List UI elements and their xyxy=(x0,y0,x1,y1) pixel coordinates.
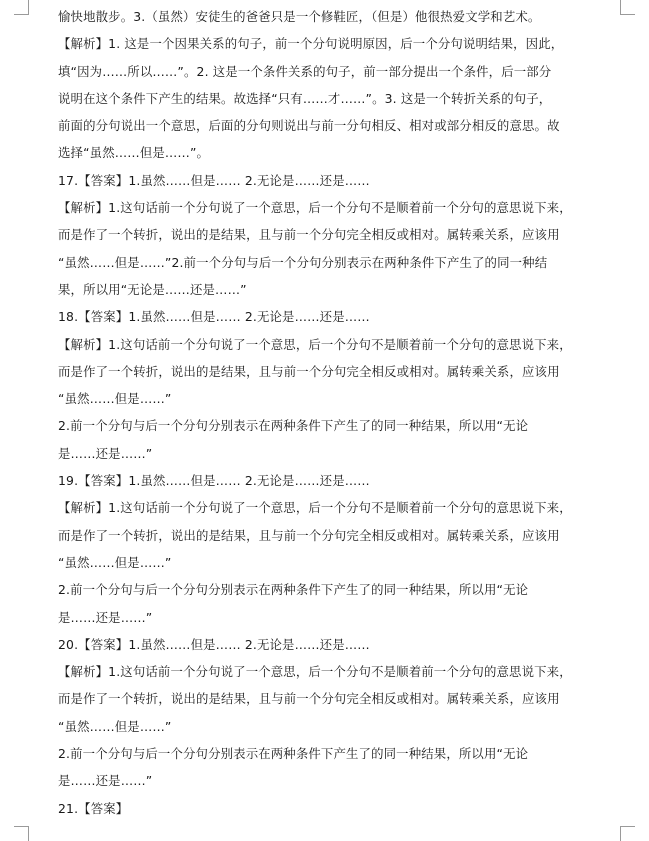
page-corner-mark-bottom-right xyxy=(620,826,635,841)
text-line: 【解析】1.这句话前一个分句说了一个意思，后一个分句不是顺着前一个分句的意思说下来， xyxy=(58,336,572,352)
page-corner-mark-bottom-left xyxy=(14,826,29,841)
text-line: “虽然……但是……”2.前一个分句与后一个分句分别表示在两种条件下产生了的同一种结 xyxy=(58,254,548,270)
text-line: 【解析】1.这句话前一个分句说了一个意思，后一个分句不是顺着前一个分句的意思说下来， xyxy=(58,664,572,680)
text-line: 2.前一个分句与后一个分句分别表示在两种条件下产生了的同一种结果，所以用“无论 xyxy=(58,418,529,434)
page-corner-mark-top-left xyxy=(14,0,29,15)
answer-heading-21: 21.【答案】 xyxy=(58,800,129,816)
text-line: 而是作了一个转折，说出的是结果，且与前一个分句完全相反或相对。属转乘关系，应该用 xyxy=(58,363,560,379)
text-line: “虽然……但是……” xyxy=(58,391,172,407)
text-line: 2.前一个分句与后一个分句分别表示在两种条件下产生了的同一种结果，所以用“无论 xyxy=(58,746,529,762)
text-line: 填“因为……所以……”。2. 这是一个条件关系的句子，前一部分提出一个条件，后一部分 xyxy=(58,63,552,79)
text-line: 说明在这个条件下产生的结果。故选择“只有……才……”。3. 这是一个转折关系的句子， xyxy=(58,90,552,106)
answer-heading-18: 18.【答案】1.虽然……但是…… 2.无论是……还是…… xyxy=(58,309,370,325)
answer-heading-20: 20.【答案】1.虽然……但是…… 2.无论是……还是…… xyxy=(58,636,370,652)
text-line: 是……还是……” xyxy=(58,609,153,625)
text-line: 【解析】1. 这是一个因果关系的句子，前一个分句说明原因，后一个分句说明结果，因此， xyxy=(58,36,564,52)
document-body xyxy=(58,3,578,822)
text-line: 前面的分句说出一个意思，后面的分句则说出与前一分句相反、相对或部分相反的意思。故 xyxy=(58,118,560,134)
text-line: “虽然……但是……” xyxy=(58,554,172,570)
answer-heading-19: 19.【答案】1.虽然……但是…… 2.无论是……还是…… xyxy=(58,473,370,489)
text-line: 是……还是……” xyxy=(58,445,153,461)
text-line: 而是作了一个转折，说出的是结果，且与前一个分句完全相反或相对。属转乘关系，应该用 xyxy=(58,527,560,543)
text-line: “虽然……但是……” xyxy=(58,718,172,734)
text-line: 果，所以用“无论是……还是……” xyxy=(58,281,247,297)
text-line: 2.前一个分句与后一个分句分别表示在两种条件下产生了的同一种结果，所以用“无论 xyxy=(58,582,529,598)
text-line: 是……还是……” xyxy=(58,773,153,789)
page-corner-mark-top-right xyxy=(620,0,635,15)
text-line: 选择“虽然……但是……”。 xyxy=(58,145,210,161)
answer-heading-17: 17.【答案】1.虽然……但是…… 2.无论是……还是…… xyxy=(58,172,370,188)
text-line: 而是作了一个转折，说出的是结果，且与前一个分句完全相反或相对。属转乘关系，应该用 xyxy=(58,227,560,243)
text-line: 【解析】1.这句话前一个分句说了一个意思，后一个分句不是顺着前一个分句的意思说下来， xyxy=(58,500,572,516)
text-line: 【解析】1.这句话前一个分句说了一个意思，后一个分句不是顺着前一个分句的意思说下来， xyxy=(58,200,572,216)
text-line: 而是作了一个转折，说出的是结果，且与前一个分句完全相反或相对。属转乘关系，应该用 xyxy=(58,691,560,707)
text-line: 愉快地散步。3.（虽然）安徒生的爸爸只是一个修鞋匠，（但是）他很热爱文学和艺术。 xyxy=(58,9,541,24)
